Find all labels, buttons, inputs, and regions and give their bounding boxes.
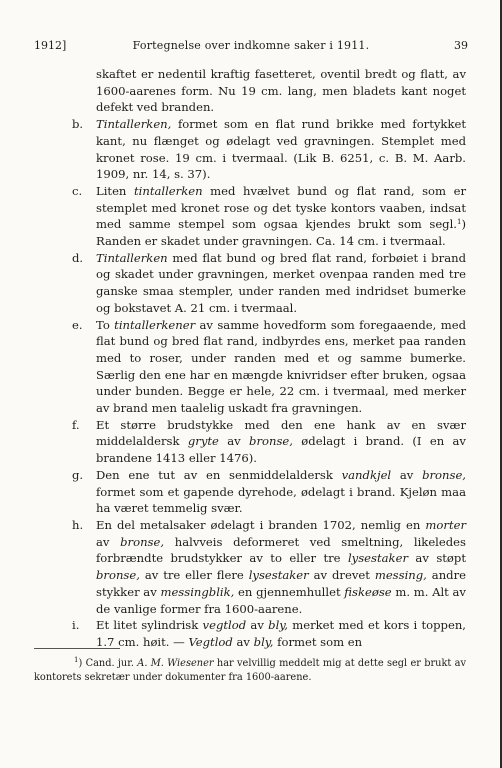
entry-term: bronse, — [422, 467, 466, 482]
entry-text: formet som en — [273, 634, 363, 649]
entry-text: av støpt — [408, 551, 466, 566]
entry-term: lysestaker — [248, 568, 309, 583]
header-year: 1912] — [34, 39, 67, 52]
entry-term: Vegtlod — [188, 634, 233, 649]
footnote-text: ) Cand. jur. — [78, 658, 138, 669]
entry-text: av tre eller flere — [139, 568, 249, 583]
entry-d — [34, 250, 466, 317]
entry-text: merket med et kors i toppen, 1.7 cm. høit. — — [96, 618, 466, 649]
entry-term: lysestaker — [347, 551, 408, 566]
entry-text: en gjennemhullet — [234, 584, 345, 599]
entry-term: morter — [425, 517, 466, 532]
entry-text: av — [391, 467, 423, 482]
entry-f — [34, 417, 466, 467]
entry-text: med hvælvet bund og flat rand, som er stemplet med kronet rose og det tyske kontors vaaben, indsat med samme stempel som ogsaa kjendes brukt som segl. — [96, 183, 466, 232]
entry-text: av — [218, 434, 250, 449]
entry-c — [34, 183, 466, 250]
entry-term: Tintallerken, — [96, 117, 172, 132]
entry-letter: f. — [72, 417, 80, 432]
entry-letter: h. — [72, 517, 84, 532]
entry-text: av drevet — [308, 568, 375, 583]
entry-g — [34, 467, 466, 517]
footnote-text: har velvillig meddelt mig at dette segl er brukt av kontorets sekretær under dokumenter fra 1600-aarene. — [34, 658, 467, 683]
page-body — [34, 66, 466, 651]
entry-term: fiskeøse — [344, 584, 392, 599]
page-number: 39 — [454, 39, 468, 52]
entry-term: Tintallerken — [96, 250, 168, 265]
entry-letter: d. — [72, 250, 84, 265]
entry-letter: g. — [72, 467, 84, 482]
entry-text: En del metalsaker ødelagt i branden 1702, nemlig en — [96, 517, 426, 532]
entry-text: Liten — [96, 183, 134, 198]
entry-text: To — [96, 317, 115, 332]
footnote-marker: 1 — [74, 656, 79, 664]
entry-text: ) Randen er skadet under gravningen. Ca. 14 cm. i tvermaal. — [96, 217, 466, 249]
footnote-name: A. M. Wiesener — [137, 658, 214, 669]
entry-term: messing, — [374, 568, 427, 583]
entry-term: tintallerken — [133, 183, 203, 198]
entry-term: bronse, — [249, 434, 293, 449]
entry-term: bronse, — [120, 534, 165, 549]
entry-text: Et litet sylindrisk — [96, 618, 203, 633]
entry-text: halvveis deformeret ved smeltning, likeledes forbrændte brudstykker av to eller tre — [96, 534, 466, 566]
entry-h — [34, 517, 466, 617]
continuation-text: skaftet er nedentil kraftig fasetteret, oventil bredt og flatt, av 1600-aarenes form. Nu 19 cm. lang, men bladets kant noget defekt ved branden. — [96, 67, 466, 115]
footnote — [34, 657, 466, 684]
entry-letter: i. — [72, 618, 80, 633]
entry-letter: c. — [72, 183, 83, 198]
entry-i — [34, 617, 466, 650]
entry-b — [34, 116, 466, 183]
running-head — [34, 38, 468, 54]
entry-text: Den ene tut av en senmiddelaldersk — [96, 467, 342, 482]
entry-text: andre stykker av — [96, 568, 466, 599]
footnote-divider — [34, 648, 120, 649]
entry-text: m. m. Alt av de vanlige former fra 1600-aarene. — [96, 584, 466, 616]
entry-letter: e. — [72, 317, 83, 332]
header-title: Fortegnelse over indkomne saker i 1911. — [132, 39, 370, 52]
entry-text: av samme hovedform som foregaaende, med flat bund og bred flat rand, indbyrdes ens, merket paa randen med to roser, under randen med et og samme bumerke. Særlig den ene har en mængde knivridser efter bruken, ogsaa under bunden. Begge er hele, 22 cm. i tvermaal, med merker av brand men taalelig uskadt fra gravningen. — [96, 317, 466, 416]
entry-text: av — [246, 618, 269, 633]
entry-text: formet som et gapende dyrehode, ødelagt i brand. Kjeløn maa ha været temmelig svær. — [96, 484, 466, 516]
entry-term: vegtlod — [202, 618, 247, 633]
footnote-ref: 1 — [457, 218, 462, 227]
entry-text: av — [96, 534, 121, 549]
entry-term: tintallerkener — [114, 317, 196, 332]
entry-term: vandkjel — [341, 467, 392, 482]
entry-text: formet som en flat rund brikke med fortykket kant, nu flænget og ødelagt ved gravningen. Stemplet med kronet rose. 19 cm. i tvermaal. (Lik B. 6251, c. B. M. Aarb. 1909, nr. 14, s. 37). — [96, 117, 466, 182]
entry-term: bronse, — [96, 568, 140, 583]
continuation-paragraph — [34, 66, 466, 116]
entry-text: Et større brudstykke med den ene hank av en svær middelaldersk — [96, 417, 466, 449]
entry-term: gryte — [187, 434, 219, 449]
entry-letter: b. — [72, 117, 84, 132]
entry-e — [34, 317, 466, 417]
entry-term: bly, — [268, 618, 288, 633]
entry-text: av — [232, 634, 254, 649]
entry-term: messingblik, — [160, 584, 235, 599]
entry-text: med flat bund og bred flat rand, forbøiet i brand og skadet under gravningen, merket ovenpaa randen med tre ganske smaa stempler, under randen med indridset bumerke og bokstavet A. 21 cm. i tvermaal. — [96, 250, 466, 315]
entry-text: ødelagt i brand. (I en av brandene 1413 eller 1476). — [96, 434, 466, 466]
entry-term: bly, — [253, 634, 274, 649]
